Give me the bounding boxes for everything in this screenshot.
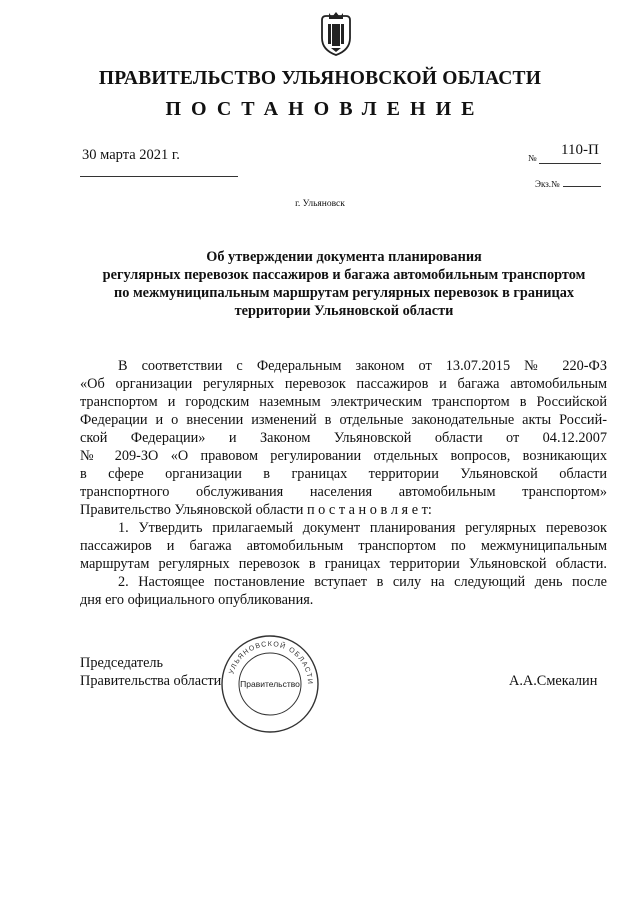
body-line: Правительство Ульяновской области п о с т а н о в л я е т: [80, 502, 432, 518]
title-line: территории Ульяновской области [234, 303, 454, 319]
document-type: ПОСТАНОВЛЕНИЕ [165, 98, 485, 120]
title-line: по межмуниципальным маршрутам регулярных перевозок в границах [113, 285, 574, 301]
stamp-center-text: Правительство [240, 679, 300, 689]
city: г. Ульяновск [295, 199, 345, 209]
signatory-position-line1: Председатель [80, 655, 164, 671]
body-line: транспортного обслуживания населения автомобильным транспортом» [80, 484, 607, 500]
copy-number-label: Экз.№ [535, 179, 560, 189]
date-underline [80, 176, 238, 177]
stamp-ring-text: УЛЬЯНОВСКОЙ ОБЛАСТИ [228, 640, 314, 686]
body-line: пассажиров и багажа автомобильным транспортом по межмуниципальным [80, 538, 607, 554]
body-line: дня его официального опубликования. [80, 592, 314, 608]
document-body [80, 357, 607, 609]
title-line: Об утверждении документа планирования [206, 249, 482, 265]
signatory-position-line2: Правительства области [80, 673, 222, 689]
body-line: маршрутам регулярных перевозок в границах территории Ульяновской области. [80, 556, 607, 572]
number-underline [539, 163, 601, 164]
document-title [80, 248, 608, 320]
signatory-name: А.А.Смекалин [509, 673, 598, 689]
coat-of-arms-emblem [319, 10, 353, 56]
number-label: № [528, 153, 537, 163]
body-line: ской Федерации» и Законом Ульяновской области от 04.12.2007 [80, 430, 607, 446]
body-line: Федерации и о внесении изменений в отдельные законодательные акты Россий- [80, 412, 607, 428]
body-line: транспортом и городским наземным электрическим транспортом в Российской [80, 394, 607, 410]
body-line: «Об организации регулярных перевозок пассажиров и багажа автомобильным [80, 376, 607, 392]
government-header: ПРАВИТЕЛЬСТВО УЛЬЯНОВСКОЙ ОБЛАСТИ [98, 68, 542, 89]
body-line: 2. Настоящее постановление вступает в силу на следующий день после [118, 574, 607, 590]
body-line: № 209-ЗО «О правовом регулировании отдельных вопросов, возникающих [80, 448, 607, 464]
body-line: 1. Утвердить прилагаемый документ планирования регулярных перевозок [118, 520, 607, 536]
copy-number-underline [563, 186, 601, 187]
body-line: в сфере организации в границах территории Ульяновской области [80, 466, 607, 482]
body-line: В соответствии с Федеральным законом от 13.07.2015 № 220-ФЗ [118, 358, 607, 374]
document-date: 30 марта 2021 г. [82, 147, 180, 163]
title-line: регулярных перевозок пассажиров и багажа автомобильным транспортом [102, 267, 586, 283]
document-number: 110-П [561, 142, 599, 158]
official-stamp [218, 632, 322, 736]
